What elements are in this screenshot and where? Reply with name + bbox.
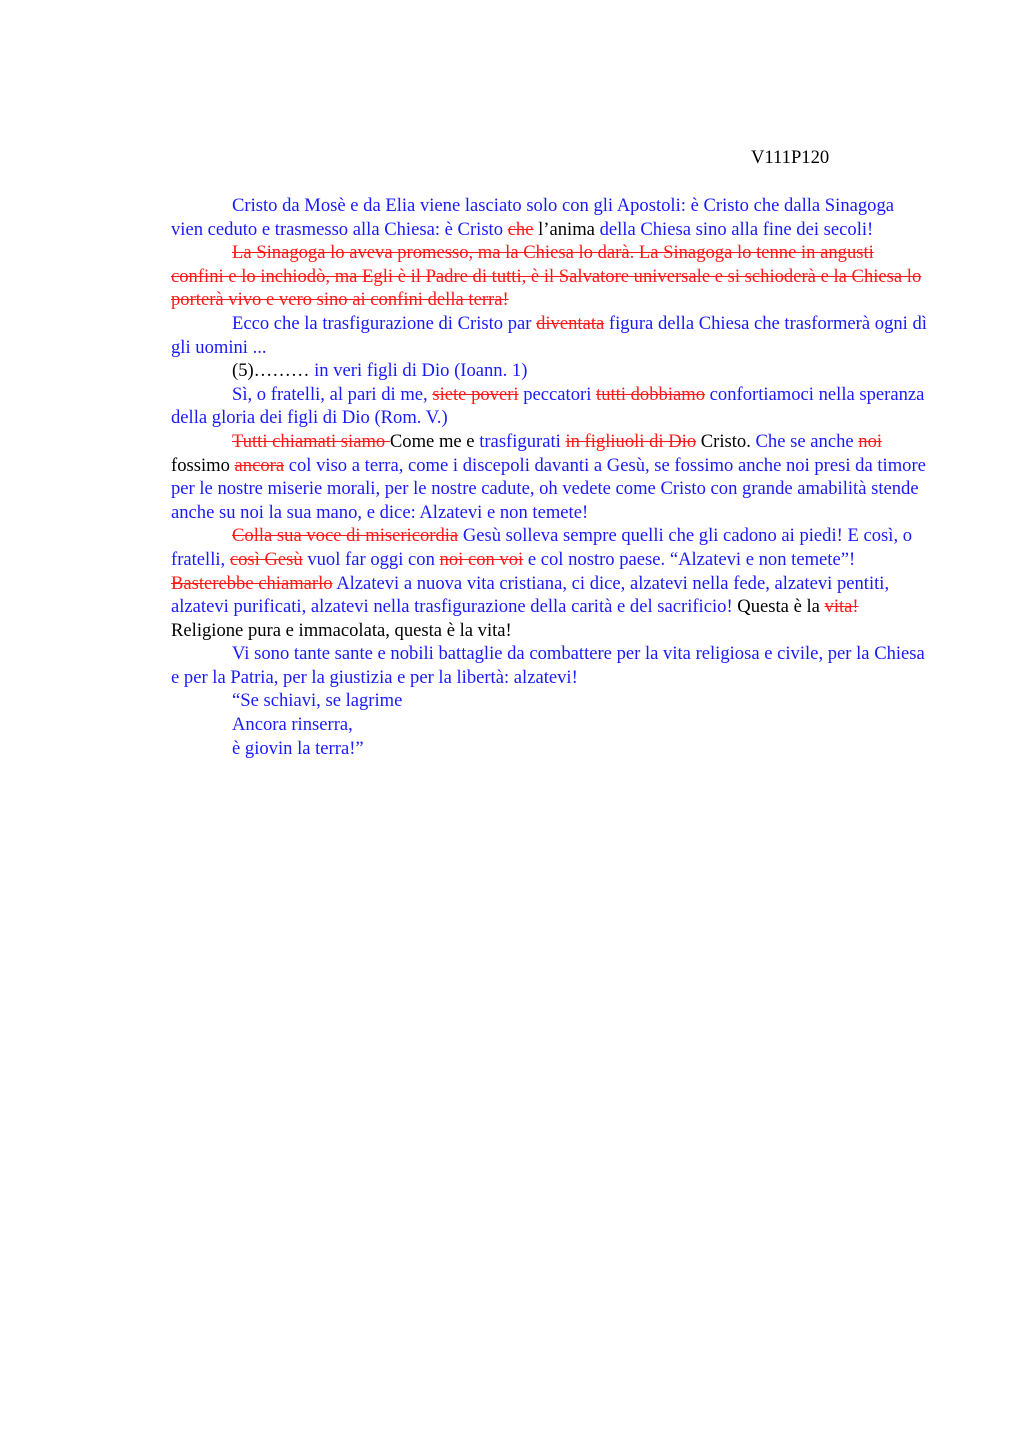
inserted-text: vuol far oggi con	[302, 548, 440, 570]
deleted-text: siete poveri	[432, 383, 519, 405]
deleted-text: La Sinagoga lo aveva promesso, ma la Chiesa lo darà. La Sinagoga lo tenne in angusti confini e lo inchiodò, ma Egli è il Padre di tutti, è il Salvatore universale e si schioderà e la Chiesa lo porterà vivo e vero sino ai confini della terra!	[171, 242, 922, 311]
original-text: Cristo.	[696, 430, 756, 452]
deleted-text: Basterebbe chiamarlo	[171, 572, 333, 594]
deleted-text: vita!	[824, 596, 859, 618]
deleted-text: Tutti chiamati siamo	[232, 430, 390, 452]
inserted-text: trasfigurati	[479, 430, 566, 452]
inserted-text: figura della Chiesa che trasformerà ogni dì gli uomini ...	[171, 312, 927, 358]
page-identifier: V111P120	[751, 147, 830, 168]
inserted-text: Alzatevi a nuova vita cristiana, ci dice, alzatevi nella fede, alzatevi pentiti, alzatevi purificati, alzatevi nella trasfigurazione della carità e del sacrificio!	[171, 572, 890, 618]
paragraph	[171, 524, 928, 642]
deleted-text: Colla sua voce di misericordia	[232, 525, 459, 547]
inserted-text: Cristo da Mosè e da Elia viene lasciato solo con gli Apostoli: è Cristo che dalla Sinagoga vien ceduto e trasmesso alla Chiesa: è Cristo	[171, 195, 895, 240]
paragraph	[171, 241, 928, 312]
inserted-text: Sì, o fratelli, al pari di me,	[232, 383, 433, 405]
deleted-text: in figliuoli di Dio	[565, 430, 697, 452]
deleted-text: così Gesù	[229, 548, 303, 570]
deleted-text: diventata	[536, 312, 605, 334]
original-text: l’anima	[533, 218, 600, 240]
inserted-text: Vi sono tante sante e nobili battaglie da combattere per la vita religiosa e civile, per la Chiesa e per la Patria, per la giustizia e per la libertà: alzatevi!	[171, 643, 925, 688]
deleted-text: noi con voi	[439, 548, 524, 570]
deleted-text: ancora	[234, 454, 285, 476]
inserted-text: Gesù solleva sempre quelli che gli cadono ai piedi! E così, o fratelli,	[171, 525, 913, 570]
inserted-text: Ancora rinserra,	[232, 714, 353, 736]
original-text: fossimo	[171, 454, 235, 476]
inserted-text: della Chiesa sino alla fine dei secoli!	[599, 218, 874, 240]
paragraph	[171, 430, 928, 524]
document-body	[171, 194, 928, 760]
paragraph	[171, 383, 928, 430]
paragraph	[171, 713, 928, 737]
paragraph	[171, 689, 928, 713]
inserted-text: confortiamoci nella speranza della gloria dei figli di Dio (Rom. V.)	[171, 383, 925, 429]
paragraph	[171, 194, 928, 241]
original-text: Religione pura e immacolata, questa è la vita!	[171, 619, 512, 641]
inserted-text: “Se schiavi, se lagrime	[232, 690, 403, 712]
inserted-text: è giovin la terra!”	[232, 737, 364, 759]
paragraph	[171, 642, 928, 689]
inserted-text: col viso a terra, come i discepoli davanti a Gesù, se fossimo anche noi presi da timore per le nostre miserie morali, per le nostre cadute, oh vedete come Cristo con grande amabilità stende anche su noi la sua mano, e dice: Alzatevi e non temete!	[171, 454, 926, 523]
inserted-text: peccatori	[518, 383, 597, 405]
original-text: Come me e	[389, 430, 480, 452]
inserted-text: in veri figli di Dio (Ioann. 1)	[314, 360, 528, 382]
inserted-text: e col nostro paese. “Alzatevi e non temete”!	[523, 548, 856, 570]
paragraph	[171, 737, 928, 761]
paragraph	[171, 312, 928, 359]
inserted-text: Che se anche	[755, 430, 859, 452]
paragraph	[171, 359, 928, 383]
inserted-text: Ecco che la trasfigurazione di Cristo par	[232, 312, 537, 334]
deleted-text: che	[507, 218, 534, 240]
original-text: (5)………	[232, 360, 315, 382]
deleted-text: tutti dobbiamo	[596, 383, 706, 405]
deleted-text: noi	[858, 430, 883, 452]
original-text: Questa è la	[737, 596, 825, 618]
